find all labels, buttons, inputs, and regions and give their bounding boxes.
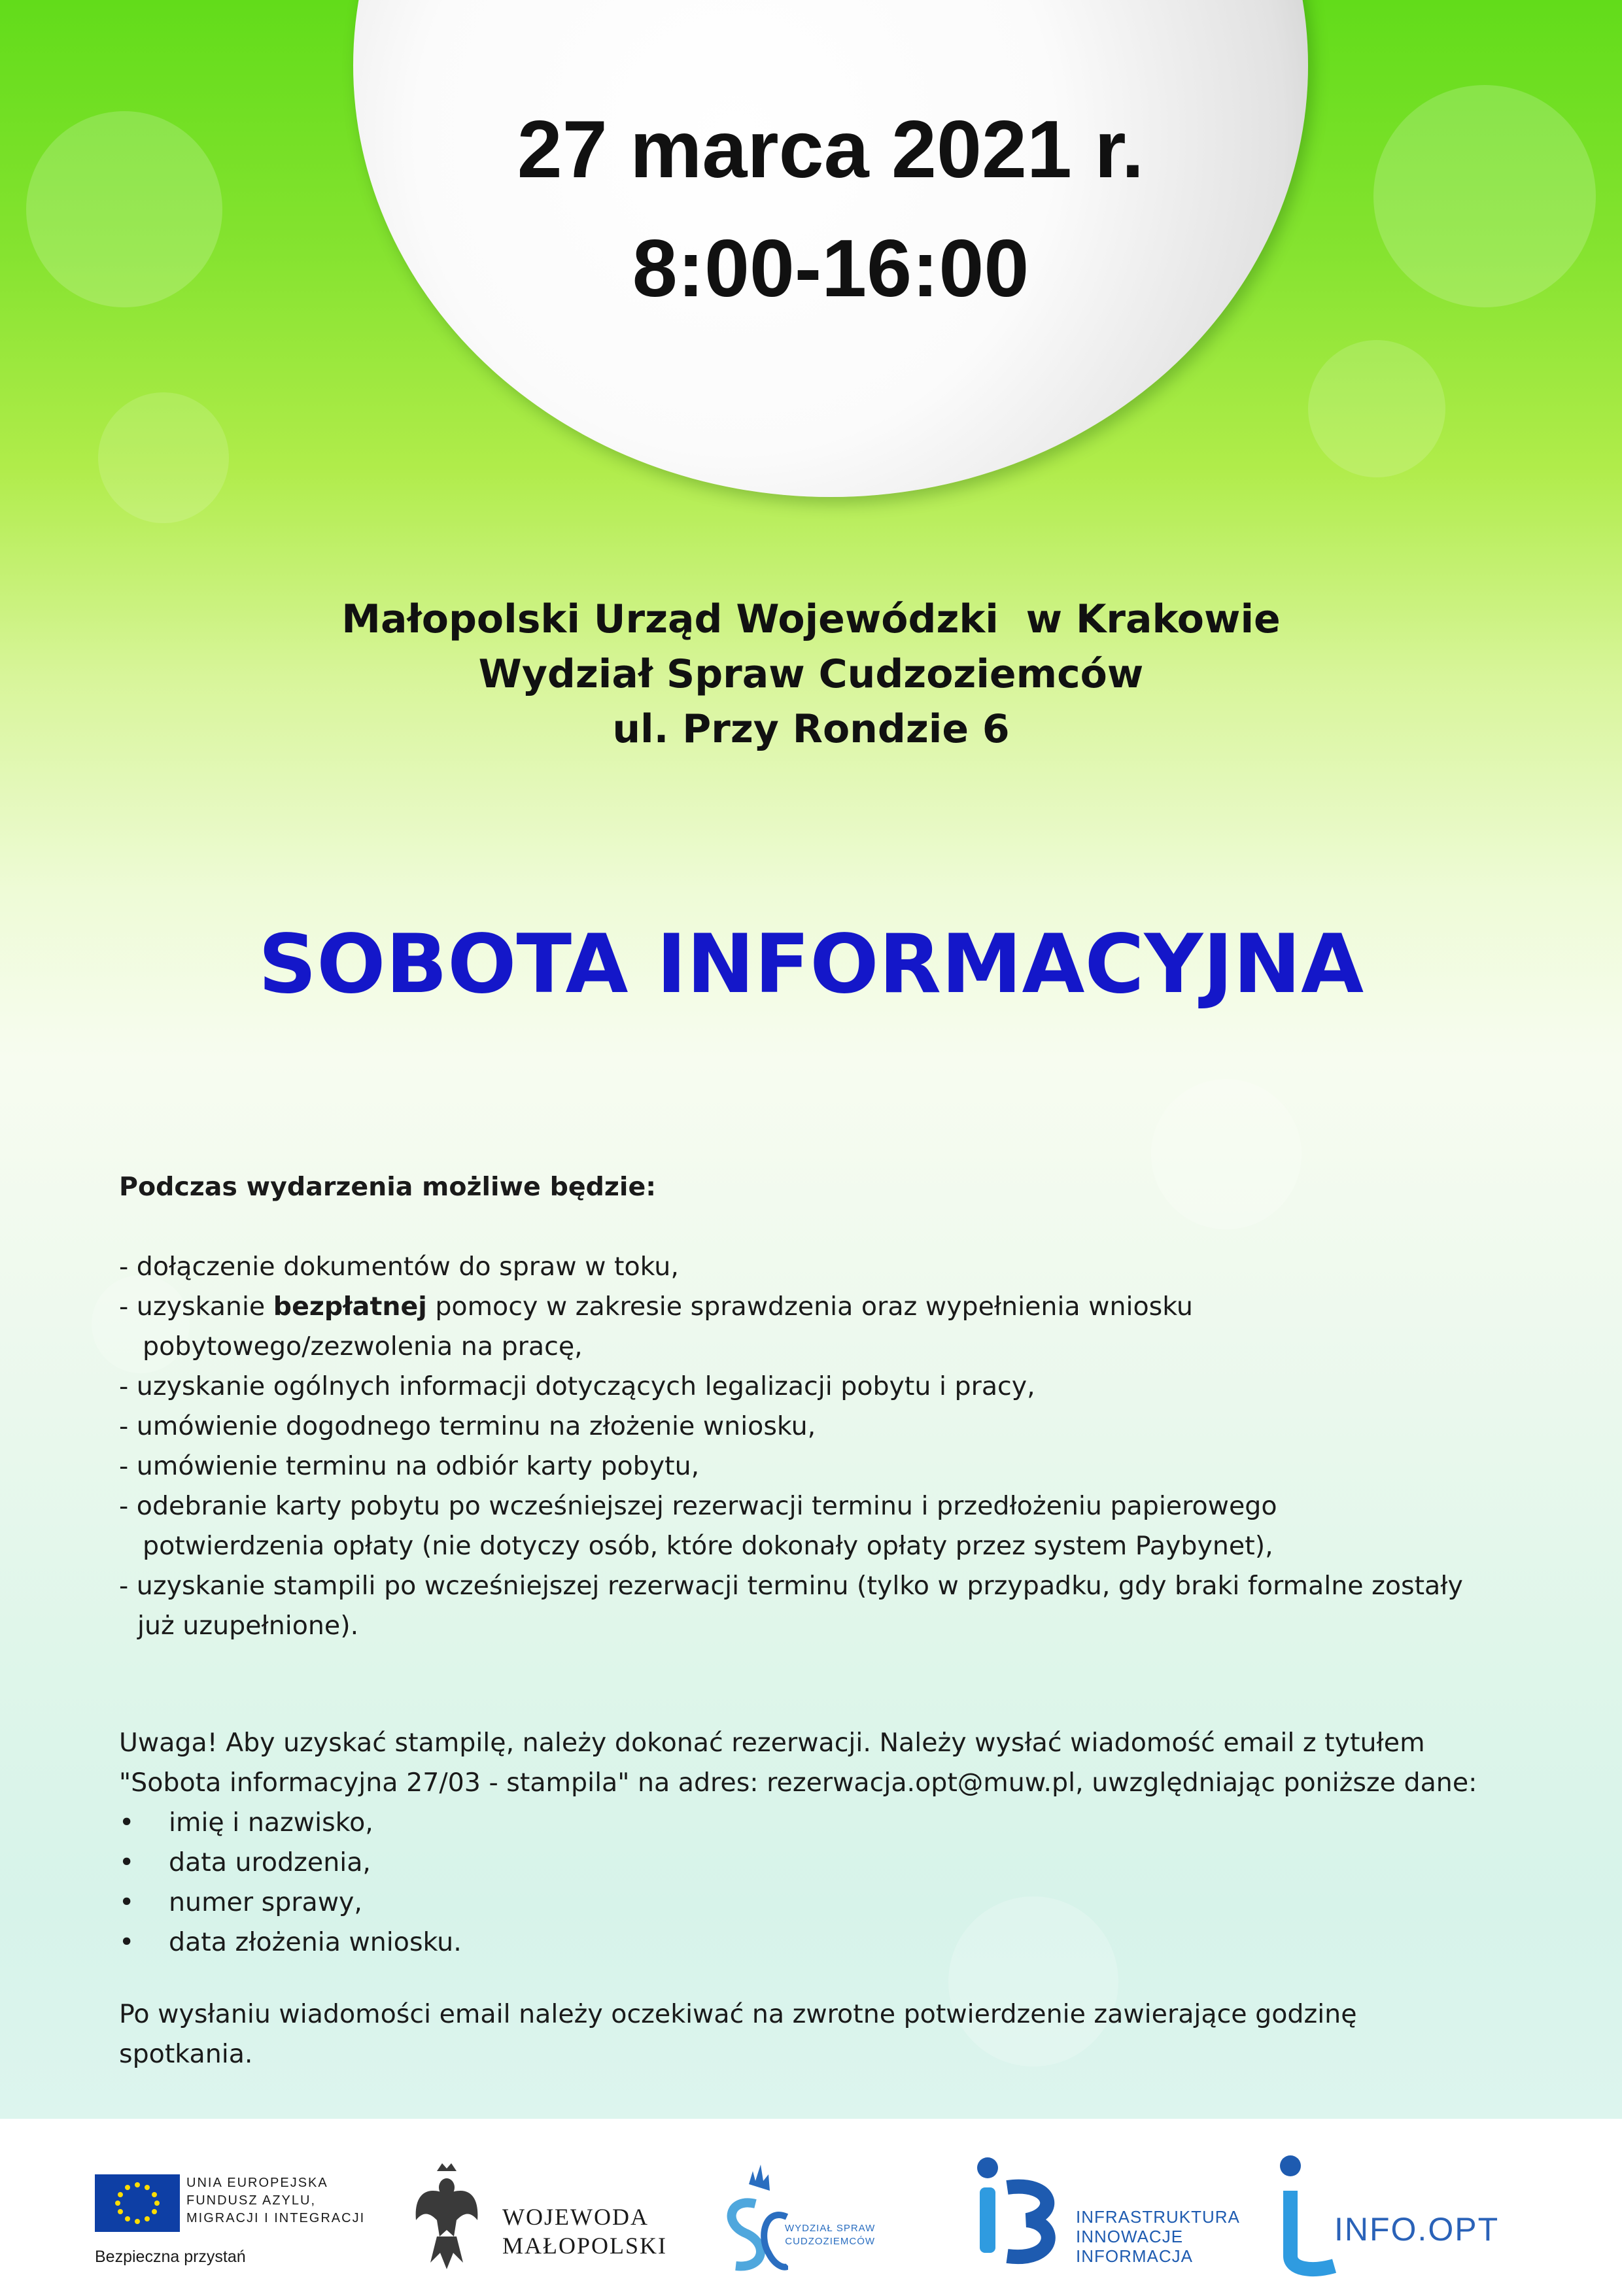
closing-note	[119, 1995, 1578, 2074]
wojewoda-name	[502, 2202, 667, 2260]
info-opt-logo-icon	[1272, 2145, 1344, 2282]
event-date: 27 marca 2021 r.	[517, 105, 1145, 195]
eu-motto: Bezpieczna przystań	[95, 2248, 246, 2266]
bokeh-circle	[98, 392, 229, 523]
list-item-continuation: już uzupełnione).	[137, 1611, 359, 1641]
activities-section	[119, 1167, 1578, 1646]
list-item	[119, 1407, 1578, 1447]
list-item	[119, 1367, 1578, 1407]
intro-heading: Podczas wydarzenia możliwe będzie:	[119, 1172, 657, 1202]
eu-logo	[95, 2174, 376, 2272]
wojewoda-logo	[411, 2158, 692, 2276]
i3-logo-icon	[961, 2148, 1066, 2279]
list-item: • data urodzenia,	[119, 1843, 1578, 1883]
eu-text-line: FUNDUSZ AZYLU,	[186, 2193, 317, 2208]
wsc-text-line: CUDZOZIEMCÓW	[785, 2236, 876, 2247]
notice-section	[119, 1723, 1578, 1962]
i3-name	[1076, 2207, 1240, 2266]
bokeh-circle	[1373, 85, 1596, 307]
list-item-continuation: pobytowego/zezwolenia na pracę,	[143, 1331, 583, 1362]
i3-text-line: INFRASTRUKTURA	[1076, 2207, 1240, 2227]
closing-text: spotkania.	[119, 2039, 253, 2069]
list-item: • imię i nazwisko,	[119, 1803, 1578, 1843]
wsc-logo-icon	[710, 2145, 788, 2282]
event-title: SOBOTA INFORMACYJNA	[258, 917, 1364, 1012]
list-item-text: pomocy w zakresie sprawdzenia oraz wypełnienia wniosku	[426, 1292, 1193, 1322]
event-time: 8:00-16:00	[632, 224, 1029, 314]
footer-logos	[0, 2119, 1622, 2296]
i3-logo	[961, 2148, 1275, 2279]
eagle-emblem-icon	[411, 2158, 483, 2276]
info-opt-logo	[1272, 2145, 1521, 2282]
list-item	[119, 1447, 1578, 1486]
i3-text-line: INNOWACJE	[1076, 2227, 1184, 2246]
wojewoda-text-line: WOJEWODA	[502, 2204, 649, 2230]
office-name: Małopolski Urząd Wojewódzki w Krakowie	[341, 596, 1281, 642]
eu-flag-icon	[95, 2174, 180, 2232]
wsc-name	[785, 2222, 875, 2248]
wsc-text-line: WYDZIAŁ SPRAW	[785, 2223, 876, 2234]
info-opt-name: INFO.OPT	[1334, 2211, 1500, 2248]
list-item-text: - uzyskanie ogólnych informacji dotyczących legalizacji pobytu i pracy,	[119, 1371, 1035, 1401]
list-item-continuation: potwierdzenia opłaty (nie dotyczy osób, które dokonały opłaty przez system Paybynet),	[143, 1531, 1273, 1561]
required-data-list	[119, 1803, 1578, 1962]
wsc-logo	[710, 2145, 932, 2282]
closing-text: Po wysłaniu wiadomości email należy oczekiwać na zwrotne potwierdzenie zawierające godzinę	[119, 1999, 1357, 2029]
list-item	[119, 1287, 1578, 1367]
list-item-text: - uzyskanie stampili po wcześniejszej rezerwacji terminu (tylko w przypadku, gdy braki formalne zostały	[119, 1571, 1463, 1601]
notice-text: Uwaga! Aby uzyskać stampilę, należy dokonać rezerwacji. Należy wysłać wiadomość email z tytułem	[119, 1728, 1425, 1758]
list-item	[119, 1566, 1578, 1646]
notice-text: "Sobota informacyjna 27/03 - stampila" na adres: rezerwacja.opt@muw.pl, uwzględniając poniższe dane:	[119, 1768, 1477, 1798]
eu-text-line: UNIA EUROPEJSKA	[186, 2176, 328, 2190]
list-item: • numer sprawy,	[119, 1883, 1578, 1923]
eu-text-line: MIGRACJI I INTEGRACJI	[186, 2211, 366, 2225]
street-address: ul. Przy Rondzie 6	[612, 706, 1010, 752]
activity-list	[119, 1247, 1578, 1646]
eu-fund-name	[186, 2174, 383, 2227]
emphasis-text: bezpłatnej	[273, 1292, 427, 1322]
list-item: • data złożenia wniosku.	[119, 1923, 1578, 1962]
i3-text-line: INFORMACJA	[1076, 2246, 1193, 2266]
list-item-text: - dołączenie dokumentów do spraw w toku,	[119, 1252, 679, 1282]
list-item-text: - uzyskanie	[119, 1292, 273, 1322]
bokeh-circle	[26, 111, 222, 307]
wojewoda-text-line: MAŁOPOLSKI	[502, 2233, 668, 2259]
list-item	[119, 1247, 1578, 1287]
office-address	[157, 592, 1465, 757]
list-item-text: - umówienie dogodnego terminu na złożenie wniosku,	[119, 1411, 816, 1441]
list-item-text: - umówienie terminu na odbiór karty pobytu,	[119, 1451, 700, 1481]
department-name: Wydział Spraw Cudzoziemców	[478, 651, 1144, 697]
list-item	[119, 1486, 1578, 1566]
bokeh-circle	[1308, 340, 1445, 477]
list-item-text: - odebranie karty pobytu po wcześniejszej rezerwacji terminu i przedłożeniu papierowego	[119, 1491, 1277, 1521]
